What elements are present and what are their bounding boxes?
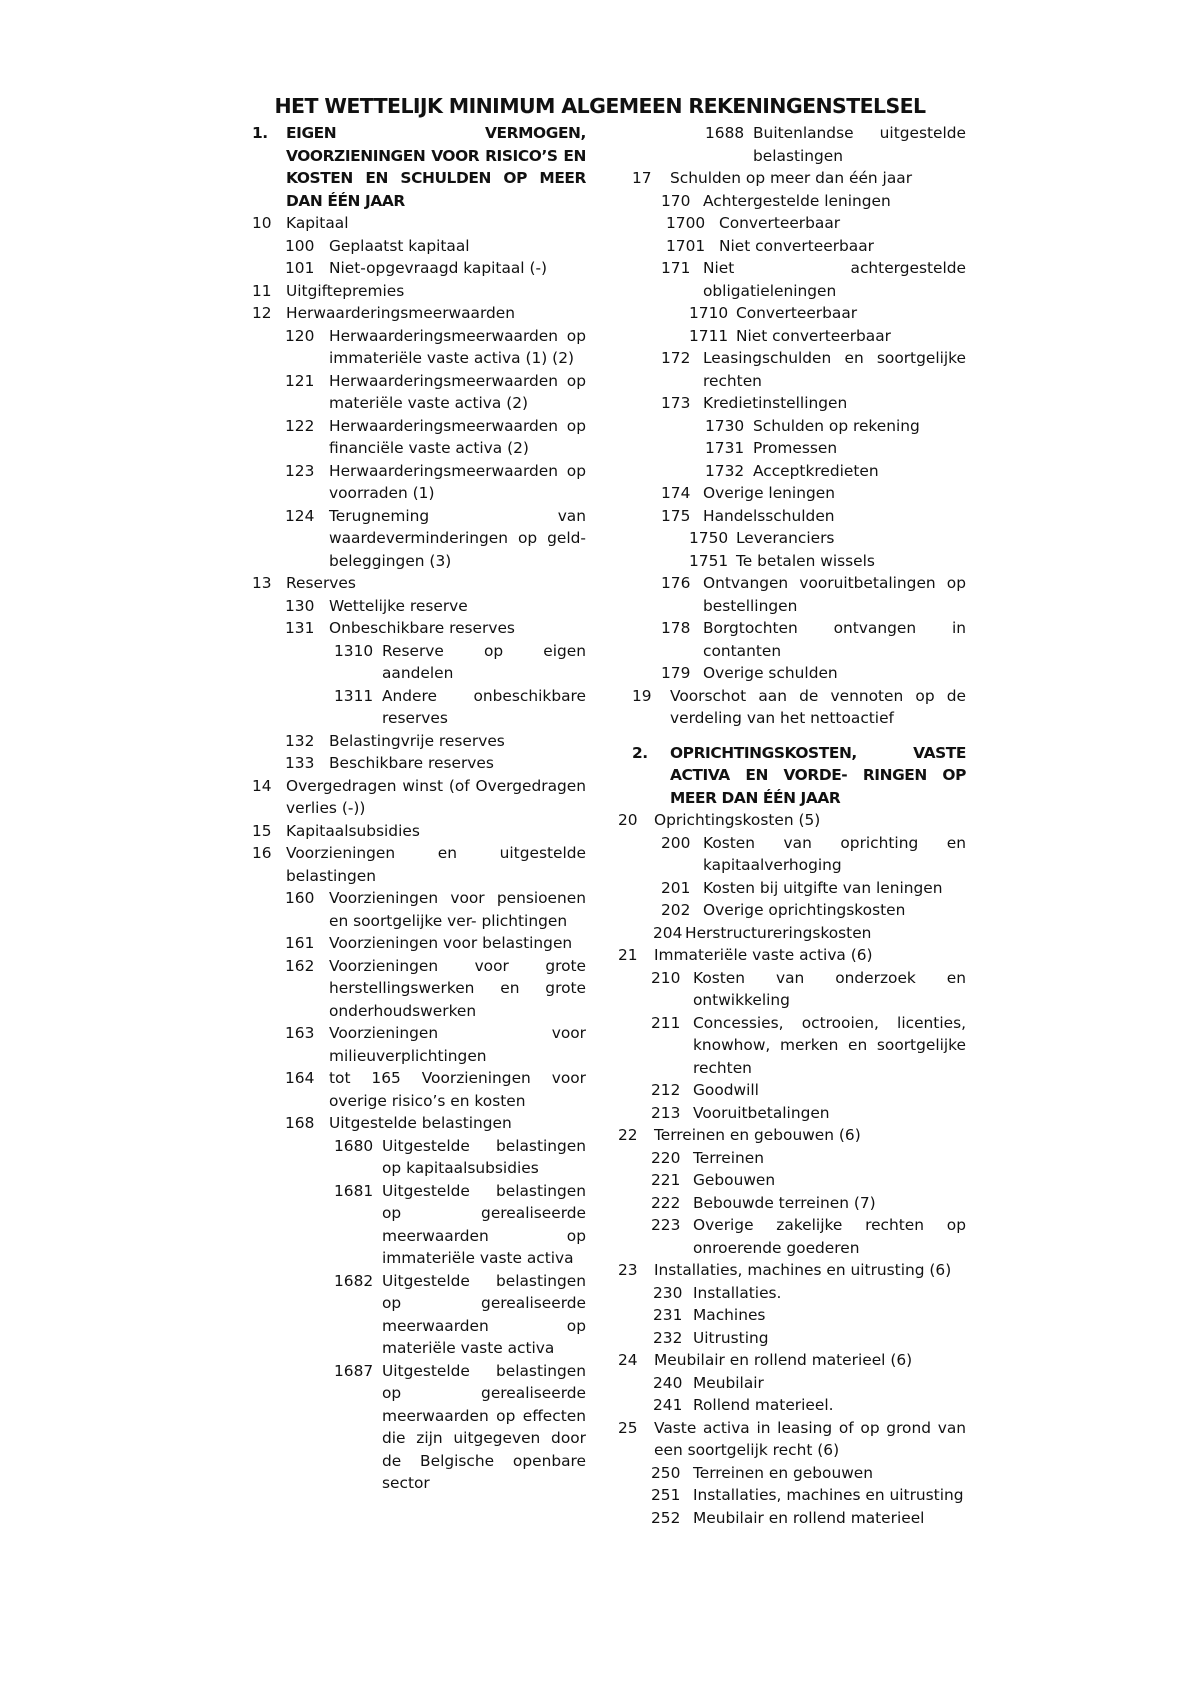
account-number: 200 <box>661 833 691 852</box>
account-entry <box>252 730 586 753</box>
account-label: Uitgestelde belastingen op gerealiseerde meerwaarden op immateriële vaste activa <box>382 1181 586 1267</box>
account-label: Uitgestelde belastingen op kapitaalsubsidies <box>382 1136 586 1177</box>
account-entry <box>618 122 966 167</box>
account-entry <box>252 1360 586 1495</box>
account-label: Schulden op rekening <box>753 416 920 435</box>
account-number: 230 <box>653 1283 683 1302</box>
account-label: Meubilair <box>693 1373 764 1392</box>
account-label: Borgtochten ontvangen in contanten <box>703 619 966 660</box>
account-number: 1731 <box>705 439 745 457</box>
account-entry <box>618 257 966 302</box>
account-number: 2. <box>632 743 648 762</box>
account-entry <box>618 1259 966 1282</box>
account-entry <box>252 617 586 640</box>
account-label: Herwaarderingsmeerwaarden op immateriële vaste activa (1) (2) <box>329 326 586 367</box>
account-entry <box>252 280 586 303</box>
account-label: Niet achtergestelde obligatieleningen <box>703 259 966 300</box>
account-number: 101 <box>285 259 315 277</box>
account-label: Herwaarderingsmeerwaarden op materiële vaste activa (2) <box>329 371 586 412</box>
account-entry <box>252 752 586 775</box>
account-label: Goodwill <box>693 1081 759 1099</box>
account-number: 22 <box>618 1126 638 1144</box>
account-entry <box>618 1192 966 1215</box>
account-number: 231 <box>653 1306 683 1324</box>
account-number: 170 <box>661 191 691 210</box>
account-label: Vaste activa in leasing of op grond van een soortgelijk recht (6) <box>654 1418 966 1459</box>
account-entry <box>618 922 966 945</box>
account-entry <box>618 527 966 550</box>
account-number: 120 <box>285 326 315 345</box>
account-number: 124 <box>285 506 315 525</box>
account-number: 1688 <box>705 124 745 142</box>
account-number: 1730 <box>705 416 745 435</box>
account-entry <box>618 877 966 900</box>
account-number: 1311 <box>334 686 374 705</box>
account-label: Herwaarderingsmeerwaarden <box>286 304 516 322</box>
account-entry <box>252 302 586 325</box>
account-label: Voorzieningen voor grote herstellingswerken en grote onderhoudswerken <box>329 956 586 1020</box>
account-label: Kapitaalsubsidies <box>286 821 420 840</box>
account-number: 1310 <box>334 641 374 660</box>
account-label: Andere onbeschikbare reserves <box>382 686 586 727</box>
account-label: Gebouwen <box>693 1171 776 1189</box>
account-label: Overige schulden <box>703 664 838 682</box>
account-label: Installaties, machines en uitrusting (6) <box>654 1261 952 1279</box>
account-label: Voorzieningen voor pensioenen en soortgelijke ver- plichtingen <box>329 889 586 930</box>
account-number: 202 <box>661 901 691 919</box>
account-entry <box>252 595 586 618</box>
account-label: Promessen <box>753 439 838 457</box>
account-entry <box>618 392 966 415</box>
account-label: Vooruitbetalingen <box>693 1103 830 1122</box>
account-label: Installaties, machines en uitrusting <box>693 1486 964 1504</box>
account-entry <box>618 325 966 348</box>
account-entry <box>252 212 586 235</box>
account-number: 201 <box>661 878 691 897</box>
account-number: 222 <box>651 1193 681 1212</box>
account-number: 19 <box>632 686 652 705</box>
account-number: 162 <box>285 956 315 975</box>
account-number: 13 <box>252 574 272 592</box>
account-number: 15 <box>252 821 272 840</box>
account-label: Kosten van onderzoek en ontwikkeling <box>693 968 966 1009</box>
account-entry <box>252 842 586 887</box>
account-label: Te betalen wissels <box>736 551 875 570</box>
account-number: 23 <box>618 1261 638 1279</box>
account-number: 11 <box>252 281 272 300</box>
right-column <box>618 122 966 1529</box>
account-number: 220 <box>651 1148 681 1167</box>
account-label: Herwaarderingsmeerwaarden op voorraden (1) <box>329 461 586 502</box>
page-title: HET WETTELIJK MINIMUM ALGEMEEN REKENINGENSTELSEL <box>274 94 926 118</box>
account-number: 204 <box>653 923 683 942</box>
account-label: Belastingvrije reserves <box>329 731 505 750</box>
account-label: Achtergestelde leningen <box>703 191 891 210</box>
account-label: Uitgestelde belastingen <box>329 1114 512 1132</box>
account-label: Herstructureringskosten <box>685 923 872 942</box>
account-label: Handelsschulden <box>703 506 835 525</box>
account-label: Voorschot aan de vennoten op de verdeling van het nettoactief <box>670 686 966 727</box>
account-label: Ontvangen vooruitbetalingen op bestellingen <box>703 574 966 615</box>
account-entry <box>252 640 586 685</box>
account-number: 240 <box>653 1373 683 1392</box>
account-number: 1732 <box>705 461 745 480</box>
account-entry <box>618 617 966 662</box>
account-number: 251 <box>651 1486 681 1504</box>
account-number: 100 <box>285 236 315 255</box>
account-entry <box>618 550 966 573</box>
account-label: Niet converteerbaar <box>719 236 874 255</box>
account-label: Meubilair en rollend materieel <box>693 1508 925 1527</box>
account-label: Uitgestelde belastingen op gerealiseerde meerwaarden op effecten die zijn uitgegeven door de Belgische openbare sector <box>382 1361 586 1492</box>
account-number: 24 <box>618 1351 638 1369</box>
account-entry <box>618 482 966 505</box>
account-number: 211 <box>651 1013 681 1032</box>
account-number: 123 <box>285 461 315 480</box>
account-number: 20 <box>618 811 638 829</box>
account-label: Buitenlandse uitgestelde belastingen <box>753 124 966 165</box>
account-entry <box>618 302 966 325</box>
account-entry <box>618 832 966 877</box>
account-number: 1701 <box>666 236 706 255</box>
account-entry <box>252 1135 586 1180</box>
account-entry <box>252 1180 586 1270</box>
account-label: Uitgestelde belastingen op gerealiseerde meerwaarden op materiële vaste activa <box>382 1271 586 1357</box>
account-entry <box>252 1022 586 1067</box>
account-label: Kapitaal <box>286 214 349 232</box>
account-entry <box>618 1327 966 1350</box>
account-entry <box>618 1462 966 1485</box>
account-label: Meubilair en rollend materieel (6) <box>654 1351 913 1369</box>
account-entry <box>618 235 966 258</box>
account-entry <box>252 1112 586 1135</box>
account-label: Converteerbaar <box>719 214 841 232</box>
account-number: 168 <box>285 1114 315 1132</box>
account-entry <box>252 325 586 370</box>
account-entry <box>252 415 586 460</box>
account-entry <box>252 887 586 932</box>
account-label: Voorzieningen voor milieuverplichtingen <box>329 1024 586 1065</box>
account-number: 172 <box>661 349 691 367</box>
account-number: 122 <box>285 416 315 435</box>
account-number: 171 <box>661 259 691 277</box>
account-entry <box>252 1067 586 1112</box>
account-entry <box>618 415 966 438</box>
account-number: 210 <box>651 968 681 987</box>
account-number: 132 <box>285 731 315 750</box>
account-number: 1680 <box>334 1136 374 1155</box>
account-label: Acceptkredieten <box>753 461 879 480</box>
account-number: 17 <box>632 169 652 187</box>
account-number: 1751 <box>689 551 729 570</box>
account-number: 121 <box>285 371 315 390</box>
account-label: Reserve op eigen aandelen <box>382 641 586 682</box>
account-entry <box>618 1012 966 1080</box>
account-number: 241 <box>653 1396 683 1414</box>
account-label: Converteerbaar <box>736 304 858 322</box>
account-entry <box>618 1394 966 1417</box>
account-number: 133 <box>285 754 315 772</box>
account-label: Onbeschikbare reserves <box>329 619 515 637</box>
account-number: 1711 <box>689 326 729 345</box>
account-entry <box>618 1124 966 1147</box>
account-entry <box>618 944 966 967</box>
account-label: tot 165 Voorzieningen voor overige risico’s en kosten <box>329 1069 586 1110</box>
account-label: Wettelijke reserve <box>329 596 468 615</box>
account-number: 160 <box>285 889 315 907</box>
account-number: 1. <box>252 124 268 142</box>
account-number: 223 <box>651 1216 681 1234</box>
account-label: Voorzieningen voor belastingen <box>329 934 573 952</box>
account-number: 212 <box>651 1081 681 1099</box>
account-label: Kosten van oprichting en kapitaalverhoging <box>703 833 966 874</box>
account-label: Rollend materieel. <box>693 1396 834 1414</box>
account-number: 1710 <box>689 304 729 322</box>
account-label: Immateriële vaste activa (6) <box>654 946 873 964</box>
account-number: 130 <box>285 596 315 615</box>
account-entry <box>618 967 966 1012</box>
account-label: Reserves <box>286 574 356 592</box>
account-entry <box>618 809 966 832</box>
account-entry <box>252 932 586 955</box>
account-label: Installaties. <box>693 1283 782 1302</box>
account-entry <box>252 572 586 595</box>
account-label: Machines <box>693 1306 766 1324</box>
account-label: Niet converteerbaar <box>736 326 891 345</box>
account-number: 174 <box>661 484 691 502</box>
account-label: Niet-opgevraagd kapitaal (-) <box>329 259 548 277</box>
account-entry <box>618 1304 966 1327</box>
account-label: Oprichtingskosten (5) <box>654 811 821 829</box>
account-label: Terugneming van waardeverminderingen op geld- beleggingen (3) <box>329 506 586 570</box>
account-number: 16 <box>252 844 272 862</box>
account-entry <box>252 257 586 280</box>
account-label: Bebouwde terreinen (7) <box>693 1193 876 1212</box>
account-entry <box>618 1349 966 1372</box>
account-number: 1682 <box>334 1271 374 1290</box>
account-number: 175 <box>661 506 691 525</box>
account-entry <box>618 1507 966 1530</box>
account-label: Leveranciers <box>736 529 835 547</box>
account-label: Overige zakelijke rechten op onroerende goederen <box>693 1216 966 1257</box>
account-number: 176 <box>661 574 691 592</box>
account-number: 221 <box>651 1171 681 1189</box>
left-column <box>252 122 586 1495</box>
account-number: 173 <box>661 394 691 412</box>
account-entry <box>618 190 966 213</box>
account-label: Overige leningen <box>703 484 835 502</box>
account-entry <box>618 505 966 528</box>
account-entry <box>618 1484 966 1507</box>
account-label: Schulden op meer dan één jaar <box>670 169 913 187</box>
account-label: Uitrusting <box>693 1328 769 1347</box>
section-heading <box>618 742 966 810</box>
account-label: Terreinen en gebouwen (6) <box>654 1126 861 1144</box>
account-number: 1750 <box>689 529 729 547</box>
account-entry <box>618 212 966 235</box>
account-label: Overgedragen winst (of Overgedragen verlies (-)) <box>286 776 586 817</box>
account-entry <box>618 437 966 460</box>
account-label: Voorzieningen en uitgestelde belastingen <box>286 844 586 885</box>
account-label: Beschikbare reserves <box>329 754 494 772</box>
account-number: 179 <box>661 664 691 682</box>
account-entry <box>252 1270 586 1360</box>
account-number: 213 <box>651 1103 681 1122</box>
account-entry <box>252 685 586 730</box>
account-number: 21 <box>618 946 638 964</box>
account-label: Kosten bij uitgifte van leningen <box>703 878 943 897</box>
account-entry <box>618 1372 966 1395</box>
account-entry <box>618 1147 966 1170</box>
account-label: Terreinen <box>693 1148 765 1167</box>
account-number: 252 <box>651 1508 681 1527</box>
account-label: Geplaatst kapitaal <box>329 236 470 255</box>
section-heading <box>252 122 586 212</box>
account-number: 12 <box>252 304 272 322</box>
account-label: Leasingschulden en soortgelijke rechten <box>703 349 966 390</box>
account-entry <box>618 899 966 922</box>
account-label: Uitgiftepremies <box>286 281 405 300</box>
account-label: Herwaarderingsmeerwaarden op financiële vaste activa (2) <box>329 416 586 457</box>
account-number: 1681 <box>334 1181 374 1200</box>
account-entry <box>618 1102 966 1125</box>
account-entry <box>252 370 586 415</box>
account-number: 178 <box>661 619 691 637</box>
account-number: 10 <box>252 214 272 232</box>
account-number: 161 <box>285 934 315 952</box>
account-entry <box>618 685 966 730</box>
account-entry <box>618 347 966 392</box>
account-entry <box>618 662 966 685</box>
account-entry <box>618 572 966 617</box>
account-number: 131 <box>285 619 315 637</box>
account-number: 164 <box>285 1069 315 1087</box>
account-entry <box>618 1282 966 1305</box>
account-entry <box>252 460 586 505</box>
account-label: Kredietinstellingen <box>703 394 848 412</box>
account-number: 1687 <box>334 1361 374 1380</box>
account-number: 232 <box>653 1328 683 1347</box>
account-number: 25 <box>618 1418 638 1437</box>
account-label: Concessies, octrooien, licenties, knowhow, merken en soortgelijke rechten <box>693 1013 966 1077</box>
account-number: 1700 <box>666 214 706 232</box>
account-label: EIGEN VERMOGEN, VOORZIENINGEN VOOR RISICO’S EN KOSTEN EN SCHULDEN OP MEER DAN ÉÉN JAAR <box>286 124 586 210</box>
section-spacer <box>618 730 966 742</box>
account-entry <box>252 235 586 258</box>
account-entry <box>618 1079 966 1102</box>
account-number: 14 <box>252 776 272 795</box>
account-label: OPRICHTINGSKOSTEN, VASTE ACTIVA EN VORDE- RINGEN OP MEER DAN ÉÉN JAAR <box>670 743 966 807</box>
account-entry <box>618 460 966 483</box>
account-number: 163 <box>285 1024 315 1042</box>
account-label: Terreinen en gebouwen <box>693 1463 874 1482</box>
account-entry <box>618 1214 966 1259</box>
account-entry <box>618 1417 966 1462</box>
account-entry <box>252 955 586 1023</box>
account-entry <box>618 167 966 190</box>
account-label: Overige oprichtingskosten <box>703 901 906 919</box>
account-entry <box>618 1169 966 1192</box>
account-entry <box>252 775 586 820</box>
account-entry <box>252 505 586 573</box>
account-entry <box>252 820 586 843</box>
account-number: 250 <box>651 1463 681 1482</box>
